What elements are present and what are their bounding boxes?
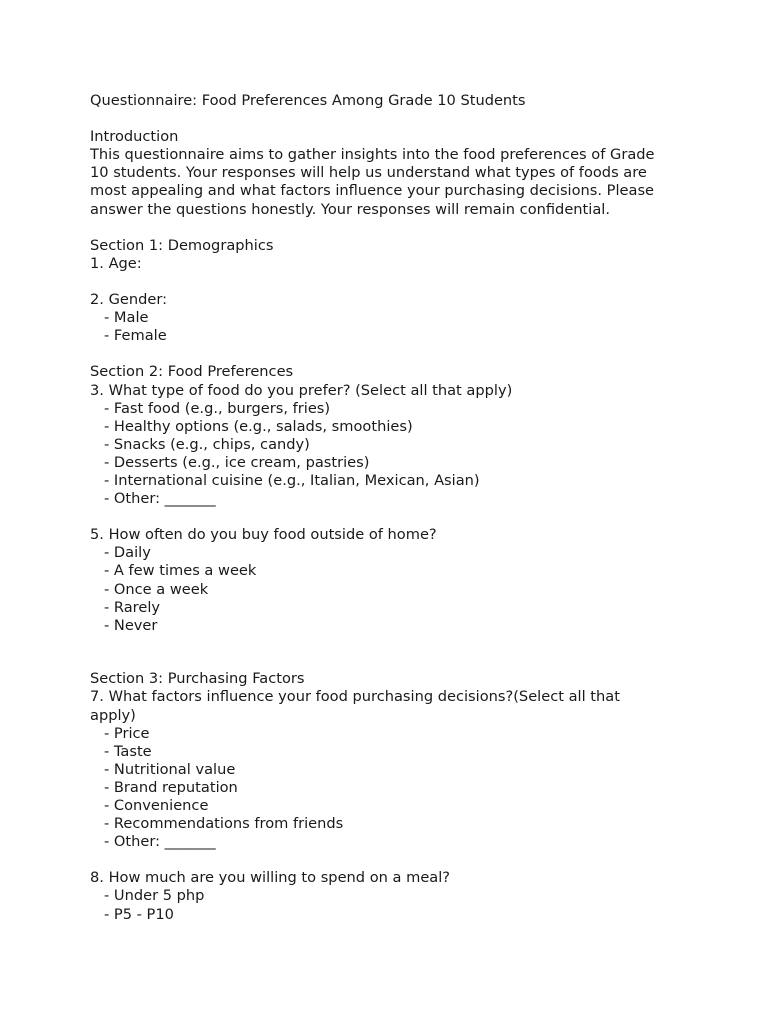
option-item: - Under 5 php [104,887,205,905]
section2-heading: Section 2: Food Preferences [90,363,294,381]
question-purchase-factors: 7. What factors influence your food purchasing decisions?(Select all that [90,688,620,706]
option-item: - A few times a week [104,562,257,580]
option-item: - Male [104,309,149,327]
option-item: - Recommendations from friends [104,815,344,833]
document-title: Questionnaire: Food Preferences Among Grade 10 Students [90,92,526,109]
option-item: - Rarely [104,598,161,616]
question-purchase-factors-cont: apply) [90,706,136,724]
document-page [90,92,690,924]
option-item: - Female [104,327,167,345]
question-buy-frequency: 5. How often do you buy food outside of home? [90,526,437,544]
option-item: - Taste [104,742,152,760]
introduction-line: answer the questions honestly. Your responses will remain confidential. [90,200,610,218]
option-item: - International cuisine (e.g., Italian, Mexican, Asian) [104,471,480,489]
option-item: - Nutritional value [104,760,236,778]
option-item: - Healthy options (e.g., salads, smoothies) [104,417,413,435]
option-item: - Price [104,724,150,742]
introduction-heading: Introduction [90,128,179,146]
question-food-type: 3. What type of food do you prefer? (Select all that apply) [90,381,513,399]
question-meal-budget: 8. How much are you willing to spend on a meal? [90,869,451,887]
option-item: - Convenience [104,796,209,814]
option-item: - Fast food (e.g., burgers, fries) [104,399,331,417]
option-item: - Brand reputation [104,778,238,796]
introduction-line: most appealing and what factors influence your purchasing decisions. Please [90,182,655,200]
option-item: - Desserts (e.g., ice cream, pastries) [104,453,370,471]
option-item: - Never [104,616,158,634]
introduction-line: This questionnaire aims to gather insights into the food preferences of Grade [90,146,655,164]
section1-heading: Section 1: Demographics [90,236,274,254]
option-item: - Once a week [104,580,209,598]
section3-heading: Section 3: Purchasing Factors [90,670,305,688]
question-age: 1. Age: [90,254,142,272]
introduction-line: 10 students. Your responses will help us understand what types of foods are [90,164,647,182]
option-item: - Daily [104,544,151,562]
option-item: - Snacks (e.g., chips, candy) [104,435,310,453]
question-gender: 2. Gender: [90,291,168,309]
option-item: - Other: _______ [104,833,216,851]
option-item: - P5 - P10 [104,905,174,923]
option-item: - Other: _______ [104,490,216,508]
